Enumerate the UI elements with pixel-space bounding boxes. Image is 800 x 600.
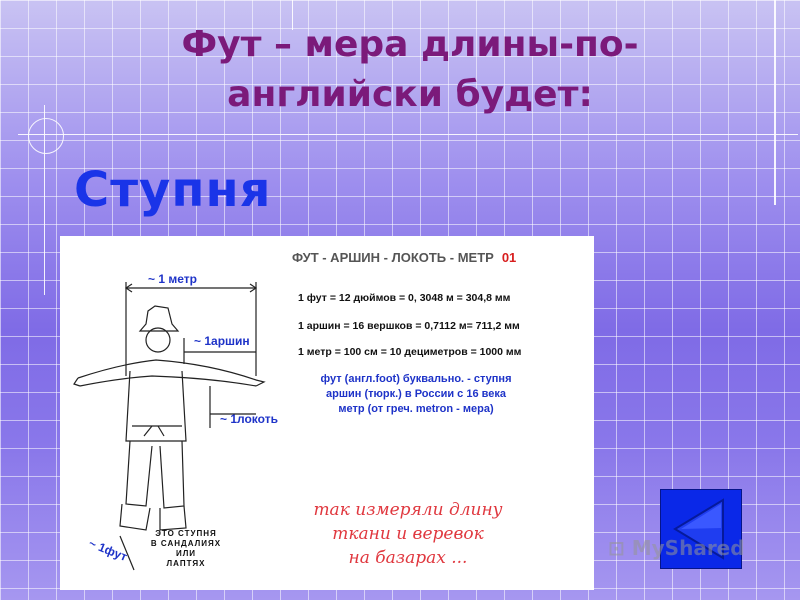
myshared-logo-icon: ⊡ <box>608 536 625 560</box>
note-arshin: аршин (тюрк.) в России с 16 века <box>325 388 506 400</box>
decorative-horizontal-line <box>18 134 798 135</box>
watermark <box>608 536 745 560</box>
decorative-right-line <box>774 0 776 205</box>
equation-arshin: 1 аршин = 16 вершков = 0,7112 м= 711,2 мм <box>298 320 520 332</box>
illustration-panel <box>60 236 594 590</box>
stupnya-note-line: ЭТО СТУПНЯ <box>155 529 217 538</box>
stupnya-note-line: ИЛИ <box>175 549 197 558</box>
measure-arshin-label: ~ 1аршин <box>194 334 250 348</box>
measure-foot-label: ~ 1фут <box>86 536 130 564</box>
decorative-circle <box>28 118 64 154</box>
equation-meter: 1 метр = 100 см = 10 дециметров = 1000 мм <box>298 346 522 358</box>
handwritten-note <box>288 498 528 570</box>
slide-title: Фут – мера длины-по-английски будет: <box>181 24 639 115</box>
panel-number: 01 <box>501 250 517 265</box>
stupnya-note-line: В САНДАЛИЯХ <box>150 539 222 548</box>
note-meter: метр (от греч. metron - мера) <box>338 403 494 415</box>
measure-lokot-label: ~ 1локоть <box>220 412 278 426</box>
decorative-vertical-line <box>44 105 45 295</box>
handwritten-line: так измеряли длину <box>313 500 503 520</box>
panel-title-text: ФУТ - АРШИН - ЛОКОТЬ - МЕТР <box>292 250 494 265</box>
stupnya-note <box>146 529 226 569</box>
stupnya-note-line: ЛАПТЯХ <box>166 559 206 568</box>
handwritten-line: на базарах ... <box>348 548 468 568</box>
handwritten-line: ткани и веревок <box>332 524 484 544</box>
equation-foot: 1 фут = 12 дюймов = 0, 3048 м = 304,8 мм <box>298 292 511 304</box>
panel-title <box>292 250 516 265</box>
note-foot: фут (англ.foot) буквально. - ступня <box>320 373 512 385</box>
slide-subtitle: Ступня <box>74 162 272 218</box>
watermark-text: MyShared <box>631 536 745 560</box>
measure-meter-label: ~ 1 метр <box>148 272 197 286</box>
